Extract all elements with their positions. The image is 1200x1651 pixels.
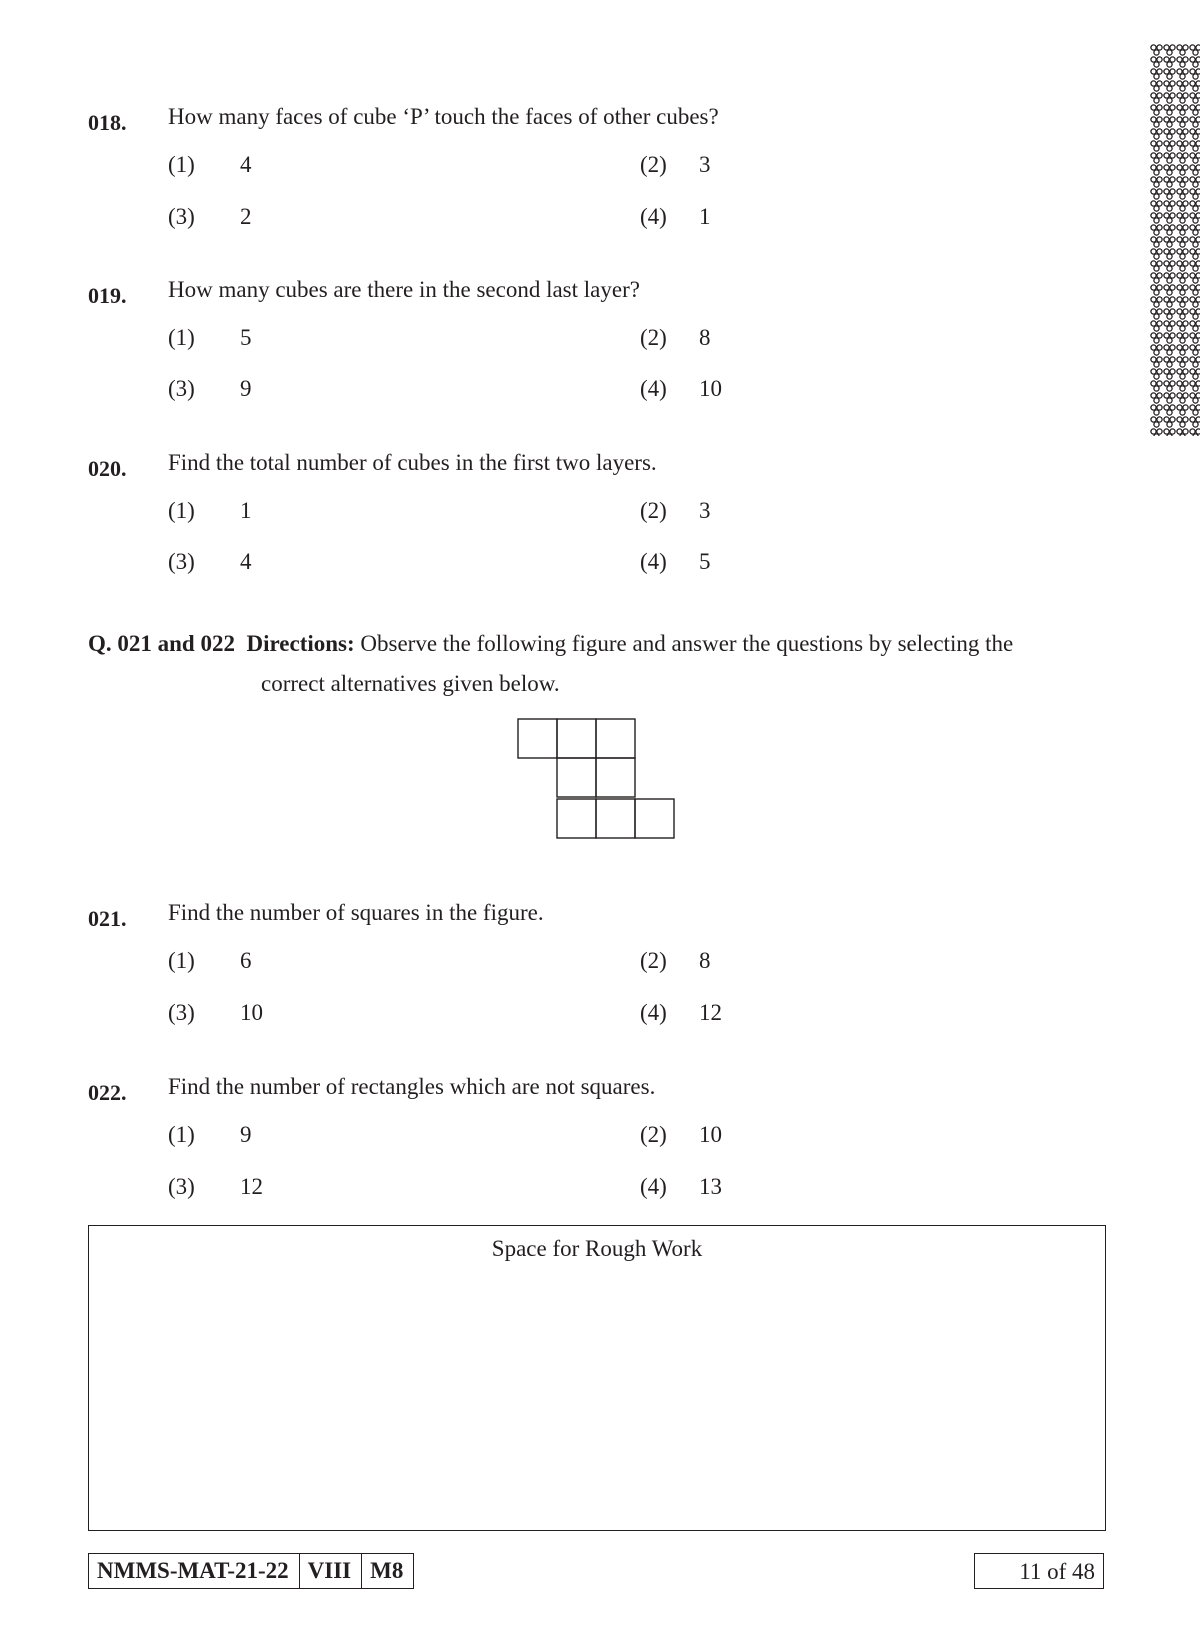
figure-square: [518, 719, 557, 758]
option-2: (2) 3: [640, 498, 711, 523]
question-number: 022.: [88, 1080, 127, 1105]
question-text: Find the number of rectangles which are not squares.: [168, 1074, 656, 1099]
directions-label: Directions:: [246, 631, 355, 656]
question-text: How many faces of cube ‘P’ touch the faces of other cubes?: [168, 104, 719, 129]
page-number-box: [974, 1553, 1104, 1589]
question-number: 020.: [88, 456, 127, 481]
option-3: (3) 12: [168, 1174, 263, 1199]
option-3: (3) 9: [168, 376, 252, 401]
squares-figure: [517, 718, 677, 842]
option-4: (4) 1: [640, 204, 711, 229]
question-text: Find the number of squares in the figure.: [168, 900, 544, 925]
paper-code-box: [88, 1553, 414, 1589]
directions-text: Observe the following figure and answer the questions by selecting the: [360, 631, 1014, 656]
question-text: Find the total number of cubes in the first two layers.: [168, 450, 657, 475]
directions-text-continued: correct alternatives given below.: [261, 671, 560, 696]
question-number: 018.: [88, 110, 127, 135]
decorative-side-border: [1150, 44, 1200, 436]
option-1: (1) 4: [168, 152, 252, 177]
question-text: How many cubes are there in the second last layer?: [168, 277, 640, 302]
option-2: (2) 3: [640, 152, 711, 177]
figure-square: [557, 799, 596, 838]
figure-square: [596, 799, 635, 838]
directions-block: [88, 624, 1106, 704]
option-4: (4) 10: [640, 376, 722, 401]
option-1: (1) 1: [168, 498, 252, 523]
option-3: (3) 2: [168, 204, 252, 229]
option-4: (4) 5: [640, 549, 711, 574]
figure-square: [635, 799, 674, 838]
option-2: (2) 8: [640, 325, 711, 350]
option-4: (4) 12: [640, 1000, 722, 1025]
paper-code: NMMS-MAT-21-22: [97, 1558, 289, 1583]
figure-square: [596, 719, 635, 758]
option-2: (2) 10: [640, 1122, 722, 1147]
option-1: (1) 5: [168, 325, 252, 350]
option-3: (3) 4: [168, 549, 252, 574]
question-number: 019.: [88, 283, 127, 308]
rough-work-box: [88, 1225, 1106, 1531]
option-2: (2) 8: [640, 948, 711, 973]
class-label: VIII: [299, 1554, 361, 1588]
option-1: (1) 6: [168, 948, 252, 973]
figure-square: [596, 758, 635, 797]
question-number: 021.: [88, 906, 127, 931]
rough-work-title: Space for Rough Work: [491, 1236, 703, 1261]
figure-square: [557, 719, 596, 758]
option-4: (4) 13: [640, 1174, 722, 1199]
page-number: 11 of 48: [1019, 1559, 1095, 1584]
set-label: M8: [361, 1554, 413, 1588]
figure-square: [557, 758, 596, 797]
directions-range: Q. 021 and 022: [88, 631, 235, 656]
option-1: (1) 9: [168, 1122, 252, 1147]
option-3: (3) 10: [168, 1000, 263, 1025]
